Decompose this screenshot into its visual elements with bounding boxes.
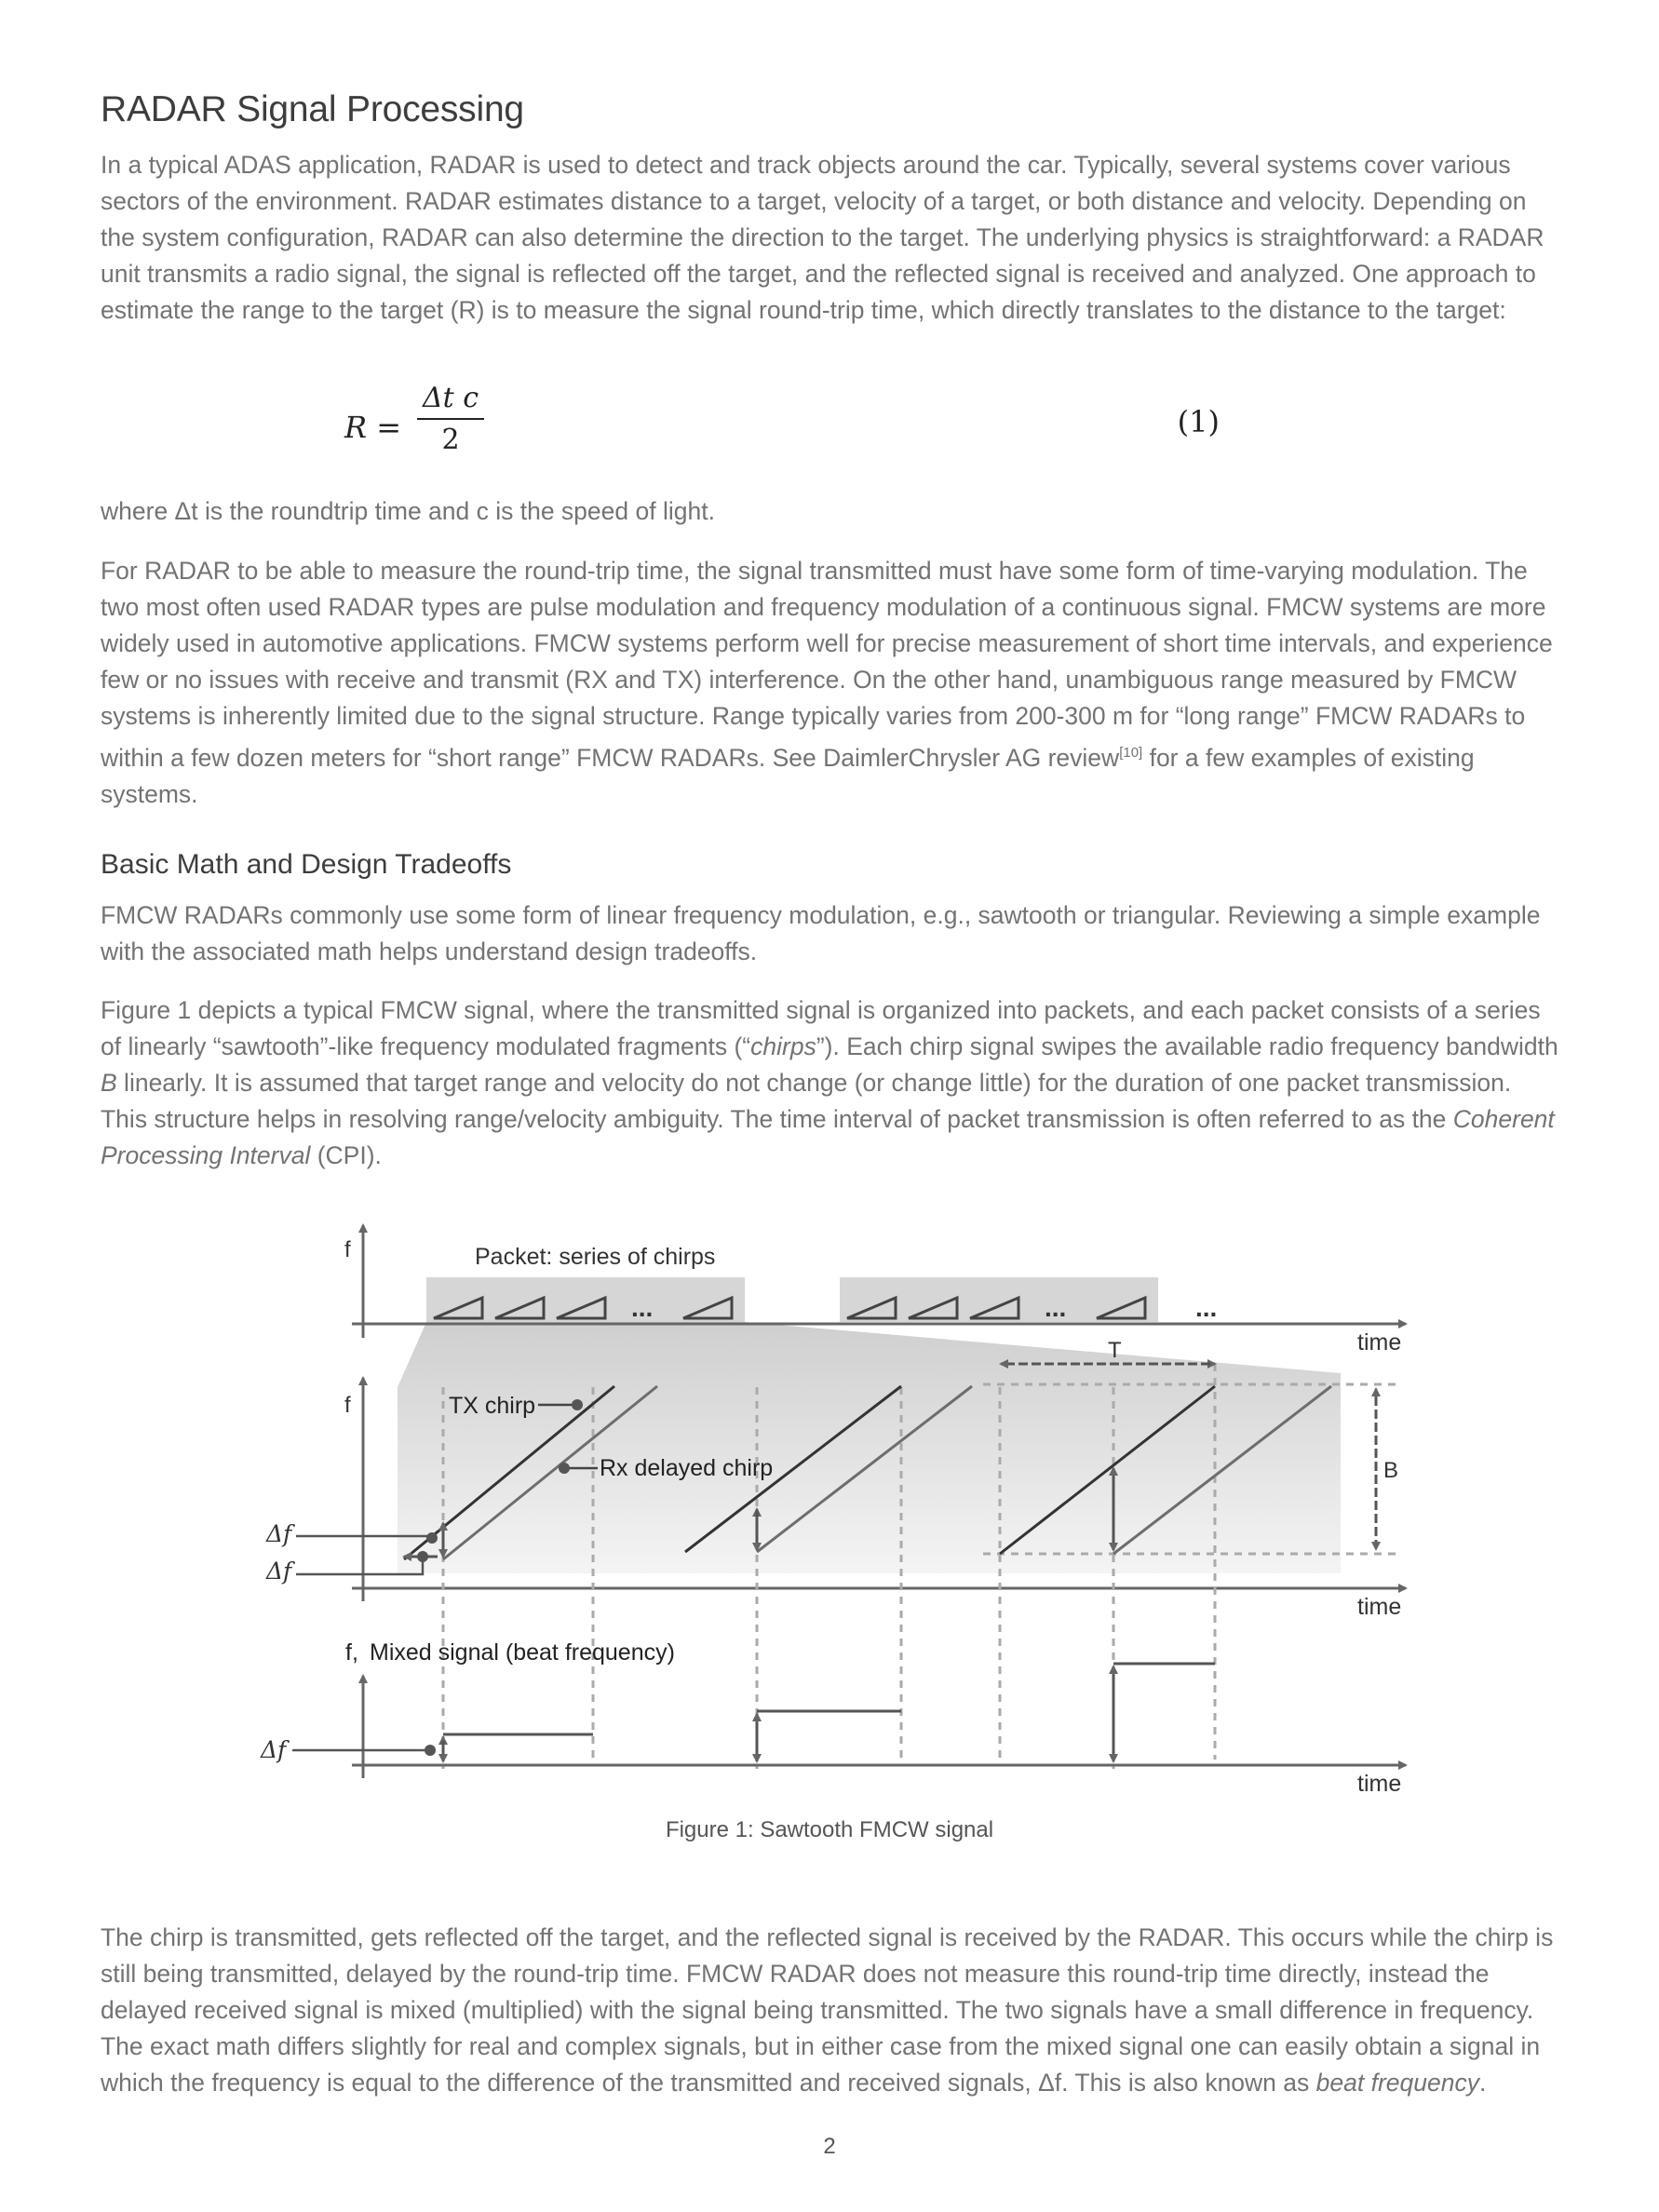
tx-chirp-label: TX chirp bbox=[449, 1393, 536, 1419]
top-f-label: f bbox=[344, 1237, 351, 1262]
equation-numerator: Δt c bbox=[417, 382, 484, 420]
mixed-signal-label: Mixed signal (beat frequency) bbox=[370, 1639, 675, 1666]
paragraph-fmcw bbox=[101, 553, 1562, 813]
paragraph-beat bbox=[101, 1920, 1562, 2101]
paragraph-where: where Δt is the roundtrip time and c is the speed of light. bbox=[101, 497, 715, 525]
equation-denominator: 2 bbox=[441, 424, 460, 456]
equation-fraction bbox=[417, 382, 484, 456]
packet-label: Packet: series of chirps bbox=[475, 1244, 716, 1270]
mid-f-label: f bbox=[344, 1393, 351, 1418]
top-time-label: time bbox=[1357, 1329, 1402, 1356]
paragraph-figure-intro bbox=[101, 992, 1562, 1174]
packet-block-2 bbox=[840, 1277, 1158, 1322]
bandwidth-label: B bbox=[1383, 1458, 1399, 1483]
emphasis-beat-frequency: beat frequency bbox=[1315, 2069, 1479, 2097]
equation-range bbox=[344, 382, 1220, 475]
text-run: Figure 1 depicts a typical FMCW signal, where the transmitted signal is organized into packets, and each packet consists of a series of linearly “sawtooth”-like frequency modulated fragments (“ bbox=[101, 996, 1541, 1060]
packet-1-ellipsis: ... bbox=[631, 1293, 654, 1322]
text-run: ”). Each chirp signal swipes the available radio frequency bandwidth bbox=[816, 1032, 1558, 1060]
packet-block-1 bbox=[426, 1277, 745, 1322]
text-run: linearly. It is assumed that target range and velocity do not change (or change little) for the duration of one packet transmission. This structure helps in resolving range/velocity ambiguity. The time interval of packet transmission is often referred to as the bbox=[101, 1069, 1512, 1133]
period-label: T bbox=[1108, 1338, 1122, 1363]
bottom-time-label: time bbox=[1357, 1771, 1402, 1797]
figure-fmcw-diagram bbox=[0, 1210, 1659, 1862]
mid-time-label: time bbox=[1357, 1594, 1402, 1620]
delta-f-label-1: Δf bbox=[266, 1520, 292, 1547]
rx-chirp-label: Rx delayed chirp bbox=[600, 1455, 774, 1481]
packet-2-ellipsis: ... bbox=[1045, 1293, 1067, 1322]
paragraph-fmcw-text: For RADAR to be able to measure the round-trip time, the signal transmitted must have some form of time-varying modulation. The two most often used RADAR types are pulse modulation and frequency modulation of a continuous signal. FMCW systems are more widely used in automotive applications. FMCW systems perform well for precise measurement of short time intervals, and experience few or no issues with receive and transmit (RX and TX) interference. On the other hand, unambiguous range measured by FMCW systems is inherently limited due to the signal structure. Range typically varies from 200-300 m for “long range” FMCW RADARs to within a few dozen meters for “short range” FMCW RADARs. See DaimlerChrysler AG review bbox=[101, 557, 1553, 772]
equation-lhs: R = bbox=[344, 410, 402, 445]
delta-f-label-3: Δf bbox=[261, 1736, 287, 1763]
subsection-heading: Basic Math and Design Tradeoffs bbox=[101, 849, 512, 880]
equation-number: (1) bbox=[1177, 404, 1220, 439]
paragraph-intro: In a typical ADAS application, RADAR is used to detect and track objects around the car. Typically, several systems cover various sectors of the environment. RADAR estimates distance to a target, velocity of a target, or both distance and velocity. Depending on the system configuration, RADAR can also determine the direction to the target. The underlying physics is straightforward: a RADAR unit transmits a radio signal, the signal is reflected off the target, and the reflected signal is received and analyzed. One approach to estimate the range to the target (R) is to measure the signal round-trip time, which directly translates to the distance to the target: bbox=[101, 151, 1544, 324]
beat-levels bbox=[443, 1664, 1215, 1761]
emphasis-chirps: chirps bbox=[750, 1032, 816, 1060]
paragraph-fmcw-end: for a few examples of existing systems. bbox=[101, 743, 1475, 808]
text-run: . bbox=[1478, 2069, 1487, 2097]
trailing-ellipsis: ... bbox=[1195, 1293, 1218, 1322]
text-run: The chirp is transmitted, gets reflected off the target, and the reflected signal is received by the RADAR. This occurs while the chirp is still being transmitted, delayed by the round-trip time. FMCW RADAR does not measure this round-trip time directly, instead the delayed received signal is mixed (multiplied) with the signal being transmitted. The two signals have a small difference in frequency. The exact math differs slightly for real and complex signals, but in either case from the mixed signal one can easily obtain a signal in which the frequency is equal to the difference of the transmitted and received signals, Δf. This is also known as bbox=[101, 1923, 1554, 2097]
figure-caption: Figure 1: Sawtooth FMCW signal bbox=[665, 1817, 994, 1842]
emphasis-cpi: Coherent Processing Interval bbox=[101, 1105, 1555, 1169]
delta-f-label-2: Δf bbox=[266, 1558, 292, 1585]
text-run: (CPI). bbox=[310, 1141, 382, 1169]
page-number: 2 bbox=[823, 2134, 836, 2159]
paragraph-linear-mod: FMCW RADARs commonly use some form of linear frequency modulation, e.g., sawtooth or triangular. Reviewing a simple example with the associated math helps understand design tradeoffs. bbox=[101, 901, 1541, 965]
bottom-f-label: f, bbox=[345, 1639, 358, 1666]
emphasis-bandwidth: B bbox=[101, 1069, 117, 1097]
section-heading: RADAR Signal Processing bbox=[101, 89, 524, 129]
citation-ref: [10] bbox=[1119, 745, 1143, 761]
